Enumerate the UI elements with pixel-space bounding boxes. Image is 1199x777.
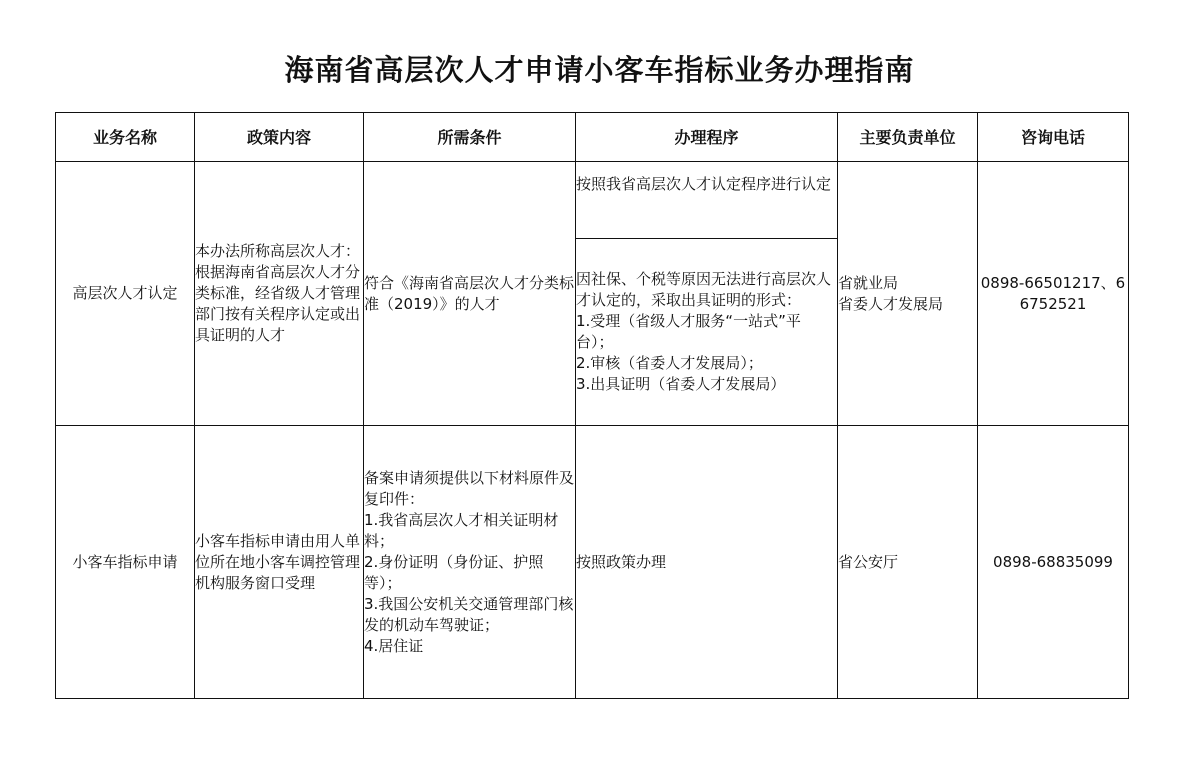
table-row bbox=[56, 426, 1129, 699]
header-responsible-unit: 主要负责单位 bbox=[838, 113, 978, 162]
row-policy-content: 本办法所称高层次人才：根据海南省高层次人才分类标准，经省级人才管理部门按有关程序认定或出具证明的人才 bbox=[195, 162, 364, 426]
header-procedure: 办理程序 bbox=[576, 113, 838, 162]
row-phone: 0898-68835099 bbox=[978, 426, 1129, 699]
page-title: 海南省高层次人才申请小客车指标业务办理指南 bbox=[284, 53, 915, 87]
row-business-name: 小客车指标申请 bbox=[56, 426, 195, 699]
row-procedure: 按照政策办理 bbox=[576, 426, 838, 699]
header-phone: 咨询电话 bbox=[978, 113, 1129, 162]
header-row bbox=[56, 113, 1129, 162]
row-phone: 0898-66501217、66752521 bbox=[978, 162, 1129, 426]
row-policy-content: 小客车指标申请由用人单位所在地小客车调控管理机构服务窗口受理 bbox=[195, 426, 364, 699]
header-required-conditions: 所需条件 bbox=[364, 113, 576, 162]
row-responsible-unit: 省公安厅 bbox=[838, 426, 978, 699]
row-required-conditions: 备案申请须提供以下材料原件及复印件： 1.我省高层次人才相关证明材料； 2.身份证明（身份证、护照等）； 3.我国公安机关交通管理部门核发的机动车驾驶证； 4.居住证 bbox=[364, 426, 576, 699]
row-required-conditions: 符合《海南省高层次人才分类标准（2019）》的人才 bbox=[364, 162, 576, 426]
guide-table bbox=[55, 112, 1129, 699]
row-procedure-step-a: 按照我省高层次人才认定程序进行认定 bbox=[576, 162, 838, 239]
row-business-name: 高层次人才认定 bbox=[56, 162, 195, 426]
table-row bbox=[56, 162, 1129, 239]
header-policy-content: 政策内容 bbox=[195, 113, 364, 162]
header-business-name: 业务名称 bbox=[56, 113, 195, 162]
row-responsible-unit: 省就业局 省委人才发展局 bbox=[838, 162, 978, 426]
row-procedure-step-b: 因社保、个税等原因无法进行高层次人才认定的，采取出具证明的形式： 1.受理（省级人才服务“一站式”平台）； 2.审核（省委人才发展局）； 3.出具证明（省委人才发展局） bbox=[576, 239, 838, 426]
